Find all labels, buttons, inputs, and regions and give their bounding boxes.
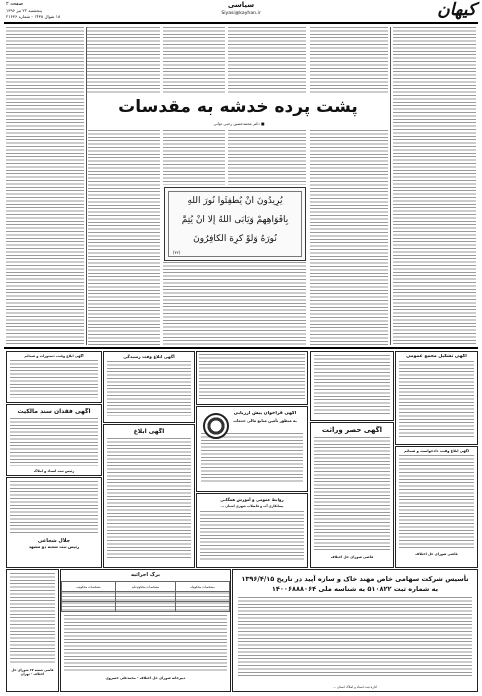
ad-dispute-council [6, 569, 59, 692]
text-column-1 [393, 27, 476, 345]
column-rule [86, 27, 87, 345]
ad-title[interactable]: آگهی ابلاغ [133, 428, 165, 435]
article-column-5 [163, 262, 306, 345]
writ-col-header: مشخصات محکوم‌به [62, 582, 116, 592]
ad-title[interactable]: آگهی فراخوان پیش ارزیابی [233, 411, 297, 416]
issue-number: ۱۸ شوال ۱۴۳۸ - شماره ۲۱۶۳۶ [6, 14, 61, 19]
ad-footer: اداره ثبت اسناد و املاک استان ... [332, 685, 378, 689]
writ-cell [62, 592, 116, 602]
text-column-5 [87, 27, 160, 94]
ad-signature: قاضی شورای حل اختلاف [330, 555, 374, 559]
ad-signatory: جلال شجاعی [37, 538, 71, 544]
headline-text[interactable]: پشت پرده خدشه به مقدسات [118, 97, 358, 117]
article-byline: ■ دکتر محمدحسین رجبی دوانی [213, 121, 265, 126]
verse-line-1: یُرِیدُونَ أَنْ یُطْفِئُوا نُورَ اللَّهِ [187, 196, 283, 206]
ad-execution-writ [60, 569, 231, 692]
ad-notice-number [310, 351, 394, 421]
writ-col-header: مشخصات محکوم‌له [175, 582, 229, 592]
quran-verse-box [164, 187, 306, 261]
writ-cell [115, 602, 175, 612]
ad-body [107, 361, 191, 416]
ad-title[interactable]: روابط عمومی و آموزش همگانی [220, 497, 284, 502]
ad-body [199, 354, 305, 400]
writ-cell [175, 602, 229, 612]
ad-court-notice [196, 351, 308, 405]
section-email[interactable]: Siyasi@kayhan.ir [221, 11, 261, 16]
ad-title[interactable]: آگهی تشکیل مجمع عمومی [406, 354, 467, 359]
article-column-1 [310, 130, 388, 345]
ad-orders [6, 351, 102, 403]
ad-prequalification [196, 406, 308, 492]
ad-body [10, 573, 55, 665]
article-column-3 [163, 130, 225, 185]
article-column-2 [228, 130, 306, 185]
masthead-rule [4, 22, 478, 24]
verse-line-3: نُورَهُ وَلَوْ كَرِهَ الْكَافِرُونَ [193, 234, 277, 244]
ad-body [64, 615, 227, 673]
ad-subtitle: پیمانکاری آب و فاضلاب شهری استان ... [220, 504, 284, 508]
issue-date: پنجشنبه ۲۲ تیر ۱۳۹۶ [6, 8, 42, 13]
ad-body [314, 437, 390, 552]
article-headline [88, 94, 388, 120]
text-column-2 [310, 27, 388, 94]
writ-col-header: مشخصات محکوم‌علیه [115, 582, 175, 592]
ad-body [399, 361, 474, 439]
ad-headline[interactable]: تأسیس شرکت سهامی خاص مهند خاک و سازه آپید در تاریخ ۱۳۹۶/۴/۱۵ به شماره ثبت ۵۱۰۸۲۲ به شناسه ملی ۱۴۰۰۶۸۸۸۰۶۴ [241, 575, 469, 593]
ad-summons [395, 446, 478, 568]
ad-body [314, 355, 390, 415]
ad-body [200, 511, 304, 561]
masthead [0, 0, 482, 24]
ad-body [107, 438, 191, 558]
ad-inheritance [310, 422, 394, 568]
ad-registry-signature [6, 477, 102, 568]
writ-cell [62, 602, 116, 612]
verse-reference: (۳۲) [173, 250, 181, 255]
ad-hearing-summons [103, 351, 195, 423]
ad-body [10, 360, 98, 398]
ad-general-assembly [395, 351, 478, 445]
ad-body [399, 455, 474, 550]
ad-subtitle: به منظور تأمین منابع مالی خدمات [233, 418, 297, 423]
ad-title[interactable]: آگهی ابلاغ وقت، دادخواست و ضمائم [403, 449, 470, 453]
ad-company-registration [232, 569, 478, 692]
ad-title[interactable]: آگهی ابلاغ وقت، دستورات و ضمائم [24, 354, 84, 358]
ad-body [201, 433, 303, 483]
text-column-4 [163, 27, 225, 94]
section-name: سیاسی [227, 1, 255, 9]
text-column-6 [6, 27, 84, 345]
writ-cell [175, 592, 229, 602]
ad-signature: رئیس ثبت شعبه دو مشهد [28, 544, 80, 549]
column-rule [390, 27, 391, 345]
ad-title[interactable]: آگهی فقدان سند مالکیت [17, 408, 91, 415]
writ-cell [115, 592, 175, 602]
company-logo [203, 413, 229, 439]
article-column-4 [88, 130, 160, 345]
ad-signature: قاضی شورای حل اختلاف [415, 552, 458, 556]
ad-body [238, 597, 472, 677]
ad-lost-deed [6, 404, 102, 476]
ad-signature: رئیس ثبت اسناد و املاک [33, 469, 75, 473]
page-number: صفحه ۲ [6, 1, 23, 7]
verse-line-2: بِأَفْوَاهِهِمْ وَیَأْبَى اللَّهُ إِلَّا أَنْ یُتِمَّ [181, 215, 289, 225]
ad-signature: دبیرخانه شورای حل اختلاف - محمدعلی خسروی [105, 676, 186, 680]
text-column-3 [228, 27, 306, 94]
ad-body [10, 481, 98, 535]
ad-title[interactable]: آگهی ابلاغ وقت رسیدگی [123, 354, 175, 359]
ad-title[interactable]: برگ اجرائیه [131, 572, 160, 578]
ad-body [10, 418, 98, 466]
ad-title[interactable]: آگهی حصر وراثت [321, 426, 383, 434]
writ-table [61, 581, 230, 612]
section-divider [4, 347, 478, 349]
newspaper-logo[interactable]: کیهان [437, 0, 476, 20]
ad-signature: قاضی شعبه ۶۷ شورای حل اختلاف - تهران [11, 668, 54, 677]
ad-notification-b [103, 424, 195, 568]
ad-notification-a [196, 493, 308, 568]
